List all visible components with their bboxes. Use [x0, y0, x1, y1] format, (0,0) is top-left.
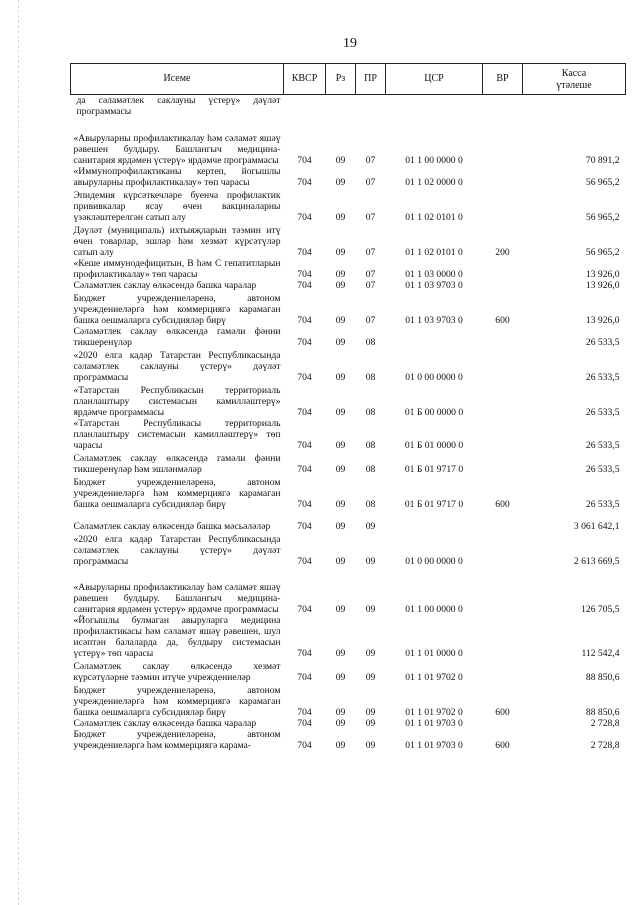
row-amount: 26 533,5: [585, 499, 620, 510]
row-csr: 01 1 03 0000 0: [405, 269, 463, 280]
row-rz: 09: [335, 280, 346, 291]
row-amount: 3 061 642,1: [573, 521, 620, 532]
row-rz: 09: [335, 648, 346, 659]
row-kvsr: 704: [297, 247, 312, 258]
row-name: Дәүләт (муниципаль) ихтыяҗларын тәэмин итү өчен товарлар, эшләр һәм хезмәт күрсәтүләр сатып алу: [73, 225, 281, 258]
row-pr: 09: [365, 672, 376, 683]
row-csr: 01 1 00 0000 0: [405, 604, 463, 615]
header-rz: Рз: [326, 64, 356, 95]
row-pr: 09: [365, 556, 376, 567]
row-csr: 01 1 00 0000 0: [405, 155, 463, 166]
table-row: [71, 718, 626, 729]
row-pr: [356, 95, 386, 118]
row-csr: 01 1 03 9703 0: [405, 280, 463, 291]
row-name: «2020 елга кадәр Татарстан Республикасында сәламәтлек саклауны үстерү» дәүләт программасы: [73, 350, 281, 383]
row-kvsr: 704: [297, 440, 312, 451]
table-body: [71, 95, 626, 752]
table-row: [71, 223, 626, 258]
row-name: «Кешe иммунодефицитын, В һәм С гепатитларын профилактикалау» төп чарасы: [73, 258, 281, 280]
row-vr: 600: [495, 740, 510, 751]
row-vr: [483, 510, 523, 532]
row-kvsr: 704: [297, 521, 312, 532]
row-kvsr: 704: [297, 280, 312, 291]
row-kvsr: 704: [297, 155, 312, 166]
row-amount: 2 728,8: [590, 740, 620, 751]
row-csr: 01 1 02 0101 0: [405, 212, 463, 223]
header-vr: ВР: [483, 64, 523, 95]
row-amount: 70 891,2: [585, 155, 620, 166]
row-csr: [386, 95, 483, 118]
row-kvsr: 704: [297, 740, 312, 751]
row-kvsr: 704: [297, 672, 312, 683]
row-rz: 09: [335, 521, 346, 532]
row-pr: 09: [365, 707, 376, 718]
row-amount: 26 533,5: [585, 407, 620, 418]
row-amount: 88 850,6: [585, 707, 620, 718]
row-csr: 01 1 01 9703 0: [405, 718, 463, 729]
row-kvsr: 704: [297, 177, 312, 188]
row-amount: 13 926,0: [585, 315, 620, 326]
row-pr: 07: [365, 269, 376, 280]
row-pr: 08: [365, 499, 376, 510]
row-csr: 01 1 03 9703 0: [405, 315, 463, 326]
row-name: «Йогышлы булмаган авыруларга медицина профилактикасы һәм сәламәт яшәү рәвешен, шул исәптән балаларда да, булдыру системасын үстерү» төп чарасы: [73, 615, 281, 659]
row-name: Бюджет учреждениеләренә, автоном учреждениеләргә һәм коммерциягә карамаган башка оешмаларга субсидияләр бирү: [73, 293, 281, 326]
row-pr: 08: [365, 464, 376, 475]
row-kvsr: 704: [297, 464, 312, 475]
row-amount: 56 965,2: [585, 177, 620, 188]
row-kvsr: 704: [297, 212, 312, 223]
row-amount: 56 965,2: [585, 247, 620, 258]
row-pr: 07: [365, 315, 376, 326]
row-name: «Авыруларны профилактикалау һәм сәламәт яшәү рәвешен булдыру. Башлангыч медицина-санитария ярдәмен үстерү» ярдәмче программасы: [73, 582, 281, 615]
row-vr: [483, 532, 523, 567]
row-rz: 09: [335, 247, 346, 258]
row-name: «Авыруларны профилактикалау һәм сәламәт яшәү рәвешен булдыру. Башлангыч медицина-санитария ярдәмен үстерү» ярдәмче программасы: [73, 133, 281, 166]
row-pr: 09: [365, 740, 376, 751]
table-row: [71, 326, 626, 348]
row-vr: [483, 166, 523, 188]
row-amount: 13 926,0: [585, 280, 620, 291]
row-pr: 09: [365, 604, 376, 615]
row-pr: 08: [365, 440, 376, 451]
row-name: Сәламәтлек саклау өлкәсендә хезмәт күрсәтүләрне тәэмин итүче учреждениеләр: [73, 661, 281, 683]
row-csr: 01 1 01 0000 0: [405, 648, 463, 659]
row-vr: [483, 280, 523, 291]
table-row: [71, 95, 626, 118]
row-vr: 200: [495, 247, 510, 258]
row-name: Сәламәтлек саклау өлкәсендә башка чаралар: [73, 280, 257, 291]
header-csr: ЦСР: [386, 64, 483, 95]
row-rz: 09: [335, 499, 346, 510]
row-csr: 01 1 02 0101 0: [405, 247, 463, 258]
row-rz: 09: [335, 464, 346, 475]
row-pr: 07: [365, 280, 376, 291]
table-row: [71, 348, 626, 383]
row-name: Бюджет учреждениеләренә, автоном учреждениеләргә һәм коммерциягә карамаган башка оешмаларга субсидияләр бирү: [73, 477, 281, 510]
header-kassa-line2: үтәлеше: [556, 80, 592, 91]
row-kvsr: 704: [297, 337, 312, 348]
table-row: [71, 188, 626, 223]
row-kvsr: 704: [297, 604, 312, 615]
table-row: [71, 567, 626, 615]
row-csr: 01 0 00 0000 0: [405, 372, 463, 383]
row-rz: [326, 95, 356, 118]
row-vr: 600: [495, 707, 510, 718]
table-row: [71, 166, 626, 188]
table-row: [71, 532, 626, 567]
row-csr: 01 1 01 9702 0: [405, 672, 463, 683]
row-pr: 08: [365, 337, 376, 348]
row-name: Сәламәтлек саклау өлкәсендә башка мәсьәләләр: [73, 521, 271, 532]
row-amount: 112 542,4: [581, 648, 620, 659]
row-rz: 09: [335, 372, 346, 383]
row-rz: 09: [335, 269, 346, 280]
row-vr: [483, 326, 523, 348]
row-name: «Татарстан Республикасын территориаль планлаштыру системасын камилләштерү» ярдәмче программасы: [73, 385, 281, 418]
row-csr: 01 0 00 0000 0: [405, 556, 463, 567]
row-rz: 09: [335, 315, 346, 326]
table-row: [71, 117, 626, 166]
row-pr: 09: [365, 521, 376, 532]
table-row: [71, 280, 626, 291]
row-amount: 26 533,5: [585, 372, 620, 383]
row-amount: [523, 95, 626, 118]
row-vr: [483, 567, 523, 615]
row-rz: 09: [335, 407, 346, 418]
row-csr: 01 Б 01 0000 0: [404, 440, 464, 451]
row-csr: 01 Б 01 9717 0: [404, 499, 464, 510]
header-row: [71, 64, 626, 95]
row-name: Сәламәтлек саклау өлкәсендә башка чаралар: [73, 718, 257, 729]
row-rz: 09: [335, 556, 346, 567]
row-amount: 13 926,0: [585, 269, 620, 280]
row-kvsr: 704: [297, 556, 312, 567]
row-amount: 26 533,5: [585, 440, 620, 451]
table-row: [71, 659, 626, 683]
row-rz: 09: [335, 177, 346, 188]
row-kvsr: 704: [297, 372, 312, 383]
table-row: [71, 683, 626, 718]
row-vr: [483, 95, 523, 118]
row-name: да сәламәтлек саклауны үстерү» дәүләт программасы: [76, 95, 281, 117]
row-amount: 56 965,2: [585, 212, 620, 223]
row-vr: [483, 451, 523, 475]
table-row: [71, 451, 626, 475]
row-vr: [483, 383, 523, 418]
row-pr: 08: [365, 407, 376, 418]
row-vr: [483, 659, 523, 683]
header-pr: ПР: [356, 64, 386, 95]
row-csr: [386, 326, 483, 348]
row-rz: 09: [335, 740, 346, 751]
table-row: [71, 475, 626, 510]
row-csr: 01 Б 01 9717 0: [404, 464, 464, 475]
row-rz: 09: [335, 337, 346, 348]
row-name: Бюджет учреждениеләренә, автоном учреждениеләргә һәм коммерциягә карамаган башка оешмаларга субсидияләр бирү: [73, 685, 281, 718]
row-pr: 07: [365, 247, 376, 258]
row-name: «Татарстан Республикасы территориаль планлаштыру системасын камилләштерү» төп чарасы: [73, 418, 281, 451]
row-kvsr: 704: [297, 269, 312, 280]
row-name: «Иммунопрофилактиканы кертеп, йогышлы авыруларны профилактикалау» төп чарасы: [73, 166, 281, 188]
row-vr: [483, 258, 523, 280]
row-amount: 126 705,5: [581, 604, 620, 615]
row-amount: 2 728,8: [590, 718, 620, 729]
row-amount: 26 533,5: [585, 337, 620, 348]
header-kassa-line1: Касса: [561, 68, 587, 79]
row-pr: 07: [365, 155, 376, 166]
table-row: [71, 291, 626, 326]
row-rz: 09: [335, 718, 346, 729]
row-rz: 09: [335, 604, 346, 615]
row-kvsr: 704: [297, 707, 312, 718]
row-rz: 09: [335, 440, 346, 451]
row-vr: 600: [495, 499, 510, 510]
table-row: [71, 729, 626, 751]
header-kassa: [523, 64, 626, 95]
row-vr: [483, 718, 523, 729]
row-csr: 01 1 01 9702 0: [405, 707, 463, 718]
row-csr: 01 1 02 0000 0: [405, 177, 463, 188]
row-kvsr: [284, 95, 326, 118]
row-rz: 09: [335, 212, 346, 223]
row-amount: 26 533,5: [585, 464, 620, 475]
row-name: Сәламәтлек саклау өлкәсендә гамәли фәнни тикшеренүләр: [73, 326, 281, 348]
table-row: [71, 383, 626, 418]
row-pr: 07: [365, 212, 376, 223]
header-name: Исеме: [71, 64, 284, 95]
row-kvsr: 704: [297, 648, 312, 659]
margin-rule: [18, 0, 19, 905]
row-pr: 09: [365, 718, 376, 729]
page-number: 19: [343, 36, 357, 51]
budget-table: [70, 63, 626, 751]
row-pr: 07: [365, 177, 376, 188]
row-kvsr: 704: [297, 718, 312, 729]
row-pr: 09: [365, 648, 376, 659]
row-csr: [386, 510, 483, 532]
row-kvsr: 704: [297, 407, 312, 418]
row-kvsr: 704: [297, 315, 312, 326]
row-pr: 08: [365, 372, 376, 383]
row-vr: [483, 117, 523, 166]
row-name: Сәламәтлек саклау өлкәсендә гамәли фәнни тикшеренүләр һәм эшләнмәләр: [73, 453, 281, 475]
row-vr: [483, 188, 523, 223]
row-amount: 2 613 669,5: [573, 556, 620, 567]
header-kvsr: КВСР: [284, 64, 326, 95]
row-vr: 600: [495, 315, 510, 326]
row-name: Бюджет учреждениеләренә, автоном учреждениеләргә һәм коммерциягә карама-: [73, 729, 281, 751]
row-kvsr: 704: [297, 499, 312, 510]
row-amount: 88 850,6: [585, 672, 620, 683]
table-row: [71, 418, 626, 451]
row-vr: [483, 418, 523, 451]
row-name: Эпидемия күрсәткечләре буенча профилактик прививкалар ясау өчен вакциналарны үзәкләштерелгән сатып алу: [73, 190, 281, 223]
table-row: [71, 258, 626, 280]
row-name: «2020 елга кадәр Татарстан Республикасында сәламәтлек саклауны үстерү» дәүләт программасы: [73, 534, 281, 567]
row-csr: 01 Б 00 0000 0: [404, 407, 464, 418]
row-csr: 01 1 01 9703 0: [405, 740, 463, 751]
table-row: [71, 615, 626, 659]
row-rz: 09: [335, 707, 346, 718]
row-vr: [483, 615, 523, 659]
row-rz: 09: [335, 155, 346, 166]
row-rz: 09: [335, 672, 346, 683]
table-row: [71, 510, 626, 532]
row-vr: [483, 348, 523, 383]
